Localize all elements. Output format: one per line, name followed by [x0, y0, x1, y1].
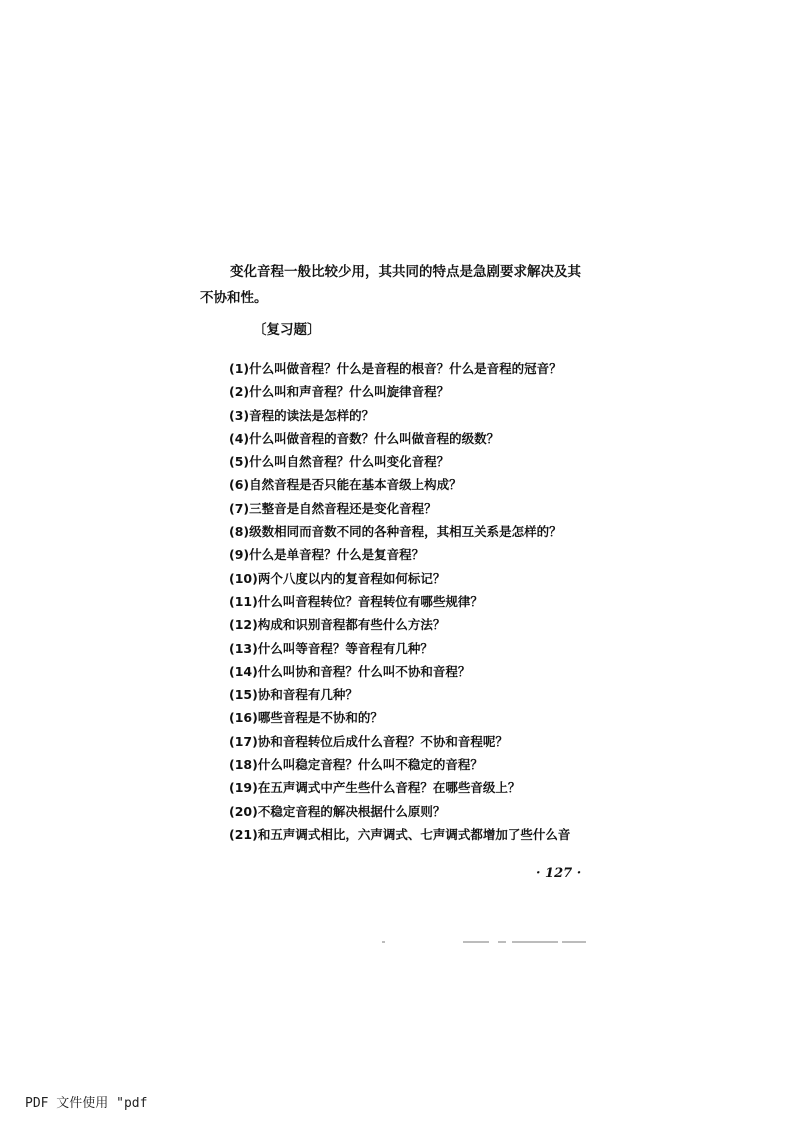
- question-item: (12)构成和识别音程都有些什么方法？: [229, 617, 446, 633]
- question-item: (1)什么叫做音程？什么是音程的根音？什么是音程的冠音？: [229, 361, 562, 376]
- question-item: (9)什么是单音程？什么是复音程？: [229, 547, 425, 563]
- question-item: (21)和五声调式相比，六声调式、七声调式都增加了些什么音: [229, 826, 571, 842]
- question-item: (2)什么叫和声音程？什么叫旋律音程？: [229, 384, 450, 400]
- question-item: (6)自然音程是否只能在基本音级上构成？: [229, 477, 462, 493]
- intro-line-1: 变化音程一般比较少用，其共同的特点是急剧要求解决及其: [230, 264, 581, 280]
- scan-artifact: [512, 941, 558, 943]
- question-item: (3)音程的读法是怎样的？: [229, 407, 375, 423]
- question-item: (11)什么叫音程转位？音程转位有哪些规律？: [229, 593, 483, 609]
- question-item: (4)什么叫做音程的音数？什么叫做音程的级数？: [229, 430, 500, 446]
- page-number: · 127 ·: [536, 866, 582, 881]
- scan-artifact: [382, 941, 385, 943]
- question-item: (13)什么叫等音程？等音程有几种？: [229, 640, 433, 656]
- question-item: (7)三整音是自然音程还是变化音程？: [229, 500, 437, 516]
- question-item: (18)什么叫稳定音程？什么叫不稳定的音程？: [229, 757, 483, 773]
- scan-artifact: [562, 941, 586, 943]
- section-title: 〔复习题〕: [253, 322, 321, 338]
- question-item: (19)在五声调式中产生些什么音程？在哪些音级上？: [229, 780, 521, 796]
- scan-artifact: [498, 941, 506, 943]
- question-item: (8)级数相同而音数不同的各种音程，其相互关系是怎样的？: [229, 524, 562, 540]
- question-item: (15)协和音程有几种？: [229, 687, 358, 703]
- question-item: (14)什么叫协和音程？什么叫不协和音程？: [229, 663, 471, 679]
- intro-paragraph: [200, 259, 620, 311]
- question-item: (16)哪些音程是不协和的？: [229, 710, 383, 726]
- question-item: (10)两个八度以内的复音程如何标记？: [229, 570, 446, 586]
- scan-artifact: [463, 941, 489, 943]
- intro-line-2: 不协和性。: [200, 290, 268, 306]
- question-item: (20)不稳定音程的解决根据什么原则？: [229, 803, 446, 819]
- pdf-footer-text: PDF 文件使用 "pdf: [25, 1096, 148, 1111]
- question-item: (17)协和音程转位后成什么音程？不协和音程呢？: [229, 733, 508, 749]
- question-item: (5)什么叫自然音程？什么叫变化音程？: [229, 454, 450, 470]
- review-questions-list: [229, 357, 629, 846]
